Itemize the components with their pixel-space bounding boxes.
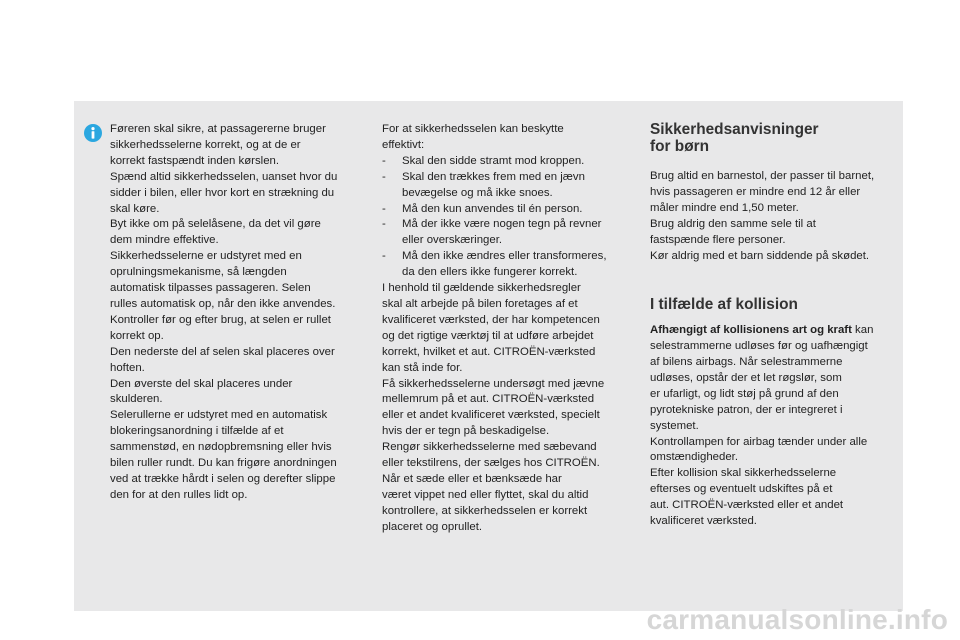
- text-line: pyrotekniske patron, der er integreret i: [650, 403, 843, 416]
- text-line: måler mindre end 1,50 meter.: [650, 202, 799, 214]
- text-line: eller tekstilrens, der sælges hos CITROËN.: [382, 457, 600, 470]
- text-line: efterses og eventuelt udskiftes på et: [650, 483, 833, 496]
- requirement-text: Skal den trækkes frem med en jævn: [402, 170, 585, 183]
- text-line: aut. CITROËN-værksted eller et andet: [650, 499, 844, 512]
- text-line: Kør aldrig med et barn siddende på skødet.: [650, 249, 870, 262]
- collision-first-line: Afhængigt af kollisionens art og kraft kan: [650, 324, 874, 337]
- watermark: carmanualsonline.info: [646, 604, 948, 635]
- dash-bullet: -: [382, 154, 386, 167]
- text-line: Efter kollision skal sikkerhedsselerne: [650, 467, 837, 480]
- text-line: Få sikkerhedsselerne undersøgt med jævne: [382, 377, 605, 390]
- dash-bullet: -: [382, 218, 386, 231]
- requirement-text: Må den kun anvendes til én person.: [402, 202, 583, 215]
- text-line: af bilens airbags. Når selestrammerne: [650, 356, 843, 369]
- text-line: dem mindre effektive.: [110, 234, 219, 247]
- requirement-item: [382, 170, 632, 202]
- text-line: skal køre.: [110, 202, 160, 215]
- text-line: automatisk tilpasses passageren. Selen: [110, 282, 311, 295]
- text-line: sidder i bilen, eller hvor kort en strækning du: [110, 186, 335, 199]
- requirements-intro: [382, 122, 632, 154]
- text-line: været vippet ned eller flyttet, skal du altid: [382, 488, 589, 501]
- requirement-first-line: [382, 217, 632, 233]
- text-line: Kontrollampen for airbag tænder under alle: [650, 435, 868, 448]
- text-line: er ufarligt, og lidt støj på grund af den: [650, 387, 839, 400]
- requirement-first-line: [382, 202, 632, 218]
- text-line: ved at trække hårdt i selen og derefter slippe: [110, 472, 336, 485]
- text-line: Sikkerhedsselerne er udstyret med en: [110, 250, 302, 263]
- text-line: fastspænde flere personer.: [650, 233, 786, 246]
- text-line: korrekt fastspændt inden kørslen.: [110, 154, 280, 167]
- text-line: kan stå inde for.: [382, 361, 463, 374]
- requirement-first-line: [382, 249, 632, 265]
- requirement-text: Må der ikke være nogen tegn på revner: [402, 218, 602, 231]
- dash-bullet: -: [382, 250, 386, 263]
- seatbelt-requirements-column: [382, 122, 632, 536]
- text-line: kvalificeret værksted, der har kompetencen: [382, 313, 600, 326]
- text-line: blokeringsanordning i tilfælde af et: [110, 425, 284, 438]
- requirement-continued-line: bevægelse og må ikke snoes.: [402, 186, 553, 199]
- info-icon: [84, 124, 102, 142]
- requirement-item: [382, 202, 632, 218]
- text-line: Den nederste del af selen skal placeres over: [110, 345, 335, 358]
- requirement-item: [382, 154, 632, 170]
- requirement-item: [382, 249, 632, 281]
- text-line: skulderen.: [110, 393, 163, 406]
- text-line: mellemrum på et aut. CITROËN-værksted: [382, 393, 595, 406]
- requirement-continued-line: da den ellers ikke fungerer korrekt.: [402, 266, 578, 279]
- info-note-column: [110, 122, 360, 504]
- text-line: Føreren skal sikre, at passagererne bruger: [110, 123, 326, 135]
- collision-text: [650, 339, 902, 530]
- text-line: hvis passageren er mindre end 12 år eller: [650, 186, 861, 199]
- requirement-continued-line: eller overskæringer.: [402, 234, 503, 247]
- requirement-text: Må den ikke ændres eller transformeres,: [402, 250, 607, 263]
- text-line: kvalificeret værksted.: [650, 515, 757, 528]
- text-line: korrekt, hvilket et aut. CITROËN-værksted: [382, 345, 596, 358]
- text-line: eller et andet kvalificeret værksted, specielt: [382, 409, 600, 422]
- text-line: sammenstød, en nødopbremsning eller hvis: [110, 441, 332, 454]
- text-line: I henhold til gældende sikkerhedsregler: [382, 282, 581, 295]
- text-line: skal alt arbejde på bilen foretages af et: [382, 297, 578, 310]
- dash-bullet: -: [382, 202, 386, 215]
- text-line: effektivt:: [382, 138, 425, 151]
- text-line: Brug aldrig den samme sele til at: [650, 217, 816, 230]
- text-line: Selerullerne er udstyret med en automatisk: [110, 409, 328, 422]
- text-line: systemet.: [650, 419, 699, 432]
- text-line: sikkerhedsselerne korrekt, og at de er: [110, 138, 301, 151]
- text-line: Når et sæde eller et bænksæde har: [382, 472, 562, 485]
- text-line: Den øverste del skal placeres under: [110, 377, 293, 390]
- requirement-first-line: [382, 170, 632, 186]
- dash-bullet: -: [382, 170, 386, 183]
- text-line: hoften.: [110, 361, 145, 374]
- text-line: korrekt op.: [110, 329, 164, 342]
- text-line: bilen ruller rundt. Du kan frigøre anordningen: [110, 457, 337, 470]
- text-line: Rengør sikkerhedsselerne med sæbevand: [382, 441, 597, 454]
- collision-heading: I tilfælde af kollision: [650, 295, 798, 313]
- info-note-text: [110, 122, 360, 504]
- child-safety-heading: Sikkerhedsanvisninger for børn: [650, 121, 819, 155]
- requirement-item: [382, 217, 632, 249]
- text-line: rulles automatisk op, når den ikke anvendes.: [110, 297, 336, 310]
- requirements-list: [382, 154, 632, 281]
- child-safety-text: [650, 169, 902, 264]
- text-line: Kontroller før og efter brug, at selen er rullet: [110, 313, 331, 326]
- text-line: Brug altid en barnestol, der passer til barnet,: [650, 170, 875, 183]
- text-line: hvis der er tegn på beskadigelse.: [382, 425, 550, 438]
- text-line: og det rigtige værktøj til at udføre arbejdet: [382, 329, 594, 342]
- requirement-text: Skal den sidde stramt mod kroppen.: [402, 154, 585, 167]
- text-line: placeret og oprullet.: [382, 520, 483, 533]
- text-line: For at sikkerhedsselen kan beskytte: [382, 123, 564, 135]
- requirement-first-line: [382, 154, 632, 170]
- text-line: den for at den rulles lidt op.: [110, 488, 248, 501]
- right-column: [650, 122, 902, 530]
- text-line: selestrammerne udløses før og uafhængigt: [650, 340, 868, 353]
- text-line: udløses, opstår der et let røgslør, som: [650, 371, 842, 384]
- text-line: oprulningsmekanisme, så længden: [110, 266, 287, 279]
- text-line: Spænd altid sikkerhedsselen, uanset hvor du: [110, 170, 338, 183]
- text-line: omstændigheder.: [650, 451, 739, 464]
- text-line: kontrollere, at sikkerhedsselen er korrekt: [382, 504, 588, 517]
- text-line: Byt ikke om på selelåsene, da det vil gøre: [110, 218, 321, 231]
- maintenance-text: [382, 281, 632, 536]
